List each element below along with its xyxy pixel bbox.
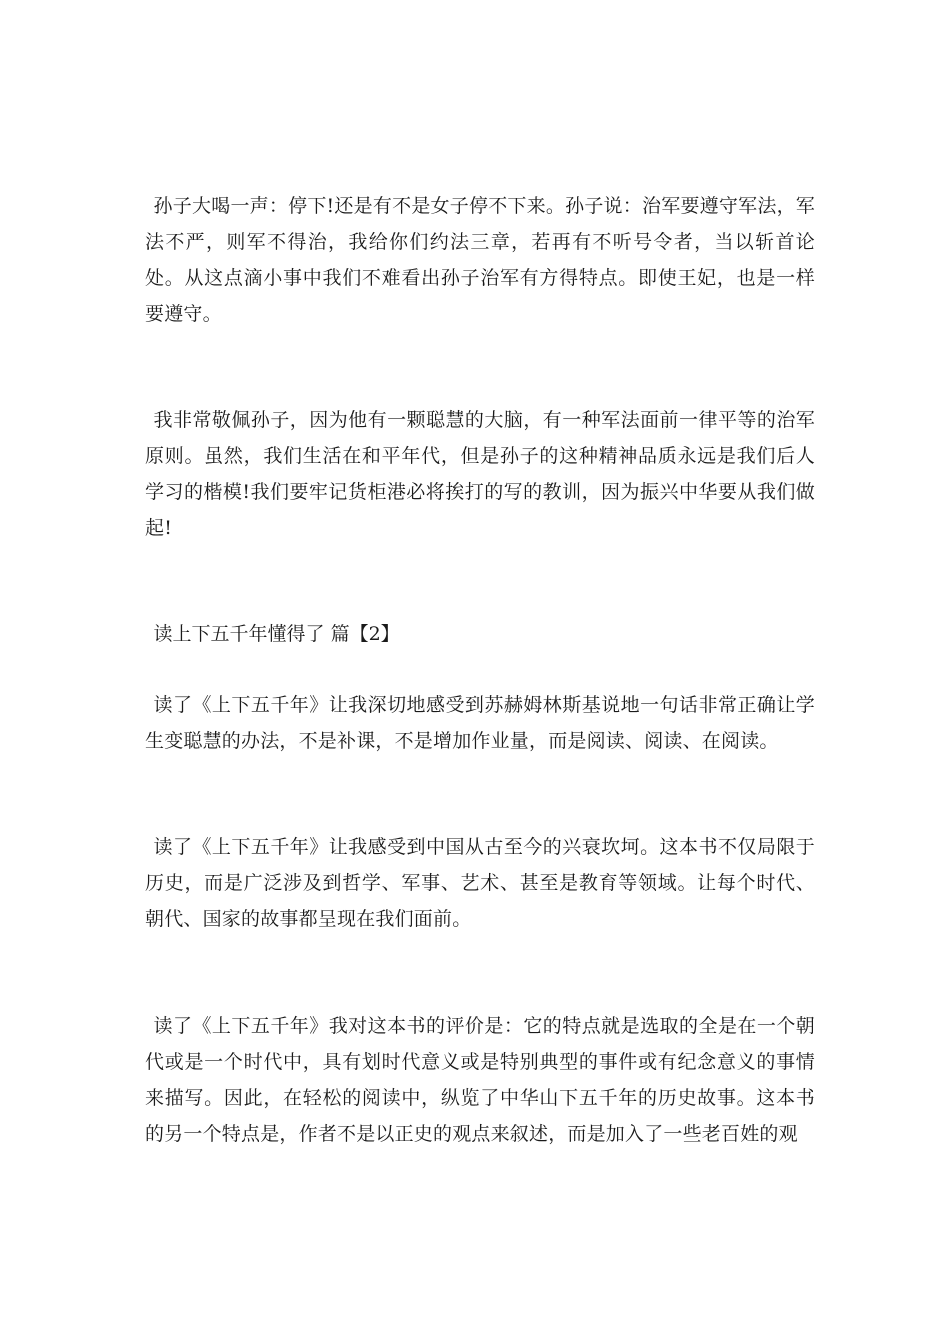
paragraph-history-scope: 读了《上下五千年》让我感受到中国从古至今的兴衰坎坷。这本书不仅局限于历史，而是广泛涉及到哲学、军事、艺术、甚至是教育等领域。让每个时代、朝代、国家的故事都呈现在我们面前。 — [145, 836, 815, 930]
paragraph-reading-benefit: 读了《上下五千年》让我深切地感受到苏赫姆林斯基说地一句话非常正确让学生变聪慧的办法，不是补课，不是增加作业量，而是阅读、阅读、在阅读。 — [145, 694, 815, 752]
paragraph-sunzi-command: 孙子大喝一声：停下!还是有不是女子停不下来。孙子说：治军要遵守军法，军法不严，则军不得治，我给你们约法三章，若再有不听号令者，当以斩首论处。从这点滴小事中我们不难看出孙子治军有方得特点。即使王妃，也是一样要遵守。 — [145, 195, 815, 325]
section-heading: 读上下五千年懂得了 篇【2】 — [153, 623, 400, 645]
paragraph-book-review: 读了《上下五千年》我对这本书的评价是：它的特点就是选取的全是在一个朝代或是一个时代中，具有划时代意义或是特别典型的事件或有纪念意义的事情来描写。因此，在轻松的阅读中，纵览了中华山下五千年的历史故事。这本书的另一个特点是，作者不是以正史的观点来叙述，而是加入了一些老百姓的观 — [145, 1015, 815, 1145]
paragraph-sunzi-admiration: 我非常敬佩孙子，因为他有一颗聪慧的大脑，有一种军法面前一律平等的治军原则。虽然，我们生活在和平年代，但是孙子的这种精神品质永远是我们后人学习的楷模!我们要牢记货柜港必将挨打的写的教训，因为振兴中华要从我们做起! — [145, 409, 815, 539]
